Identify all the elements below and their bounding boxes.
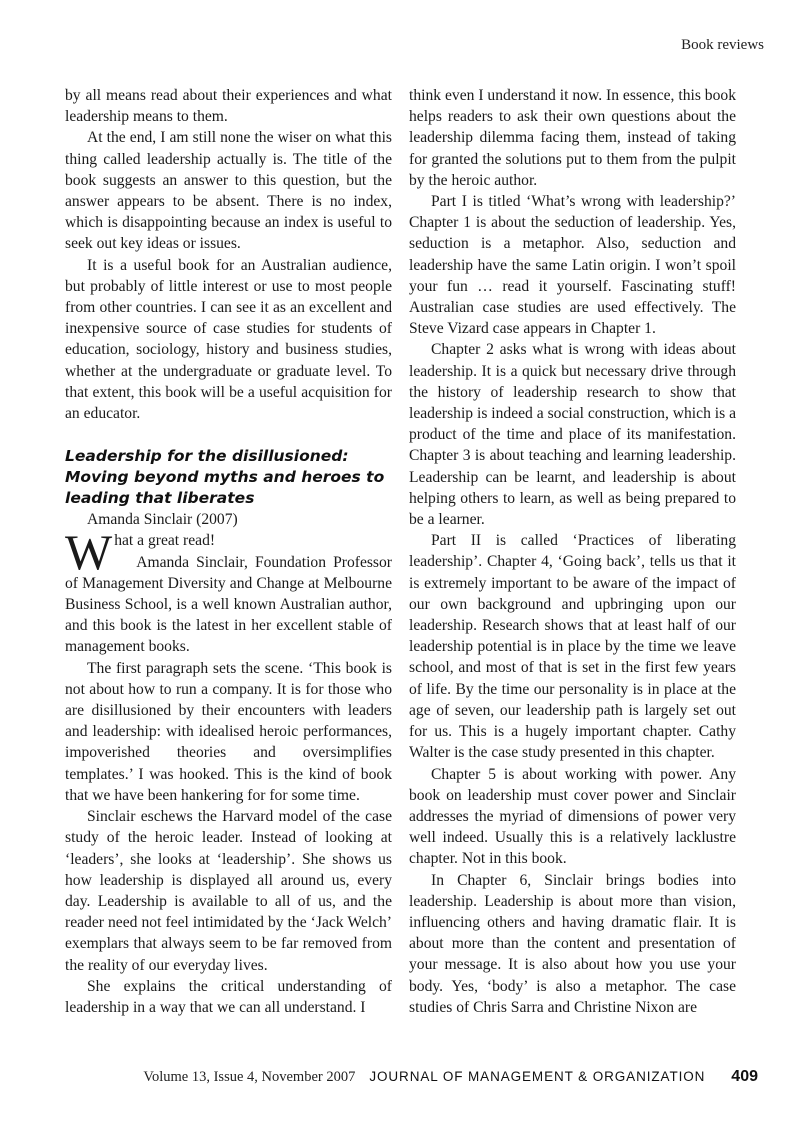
volume-info: Volume 13, Issue 4, November 2007 [143, 1069, 356, 1085]
page-footer [143, 1068, 758, 1086]
paragraph: At the end, I am still none the wiser on what this thing called leadership actually is. The title of the book suggests an answer to this question, but the answer appears to be absent. There is no index, which is disappointing because an index is useful to seek out key ideas or issues. [65, 129, 392, 253]
running-head: Book reviews [681, 37, 764, 53]
paragraph: Sinclair eschews the Harvard model of the case study of the heroic leader. Instead of looking at ‘leaders’, she looks at ‘leadership’. She shows us how leadership is displayed all around us, every day. Leadership is available to all of us, and the reader need not feel intimidated by the ‘Jack Welch’ exemplars that always seem to be far removed from the reality of our everyday lives. [65, 808, 392, 974]
paragraph: It is a useful book for an Australian audience, but probably of little interest or use to most people from other countries. I can see it as an excellent and inexpensive source of case studies for students of education, sociology, history and business studies, whether at the undergraduate or graduate level. To that extent, this book will be a useful acquisition for an educator. [65, 256, 392, 423]
paragraph: Chapter 5 is about working with power. Any book on leadership must cover power and Sinclair addresses the myriad of dimensions of power very well indeed. Usually this is a relatively lacklustre chapter. Not in this book. [409, 765, 736, 868]
paragraph: She explains the critical understanding of leadership in a way that we can all understand. I [65, 977, 392, 1016]
paragraph: The first paragraph sets the scene. ‘This book is not about how to run a company. It is for those who are disillusioned by their encounters with leaders and leadership: with idealised heroic performances, impoverished theories and oversimplifies templates.’ I was hooked. This is the kind of book that we have been hankering for for some time. [65, 659, 392, 804]
review-title: Leadership for the disillusioned: Moving beyond myths and heroes to leading that liberates [65, 447, 385, 508]
paragraph: Part I is titled ‘What’s wrong with leadership?’ Chapter 1 is about the seduction of leadership. Yes, seduction is a metaphor. Also, seduction and leadership have the same Latin origin. I won’t spoil your fun … read it yourself. Fascinating stuff! Australian case studies are used effectively. The Steve Vizard case appears in Chapter 1. [409, 193, 736, 338]
left-column [65, 85, 392, 1018]
right-column [409, 85, 736, 1018]
journal-name: JOURNAL OF MANAGEMENT & ORGANIZATION [369, 1069, 706, 1084]
paragraph: Chapter 2 asks what is wrong with ideas about leadership. It is a quick but necessary drive through the history of leadership research to show that leadership is indeed a social construction, which is a product of the time and place of its manifestation. Chapter 3 is about teaching and learning leadership. Leadership can be learnt, and leadership is about helping others to learn, as well as being prepared to be a learner. [409, 341, 736, 529]
opening-line: hat a great read! [114, 532, 216, 550]
drop-cap: W [65, 524, 113, 581]
paragraph: In Chapter 6, Sinclair brings bodies into leadership. Leadership is about more than vision, influencing others and having dramatic flair. It is about more than the content and presentation of your message. It is also about how you use your body. Yes, ‘body’ is also a metaphor. The case studies of Chris Sarra and Christine Nixon are [409, 871, 736, 1016]
paragraph: by all means read about their experiences and what leadership means to them. [65, 87, 392, 126]
paragraph: think even I understand it now. In essence, this book helps readers to ask their own questions about the leadership dilemma facing them, instead of taking for granted the solutions put to them from the pulpit by the heroic author. [409, 87, 736, 189]
review-opening [65, 524, 392, 581]
paragraph: Part II is called ‘Practices of liberating leadership’. Chapter 4, ‘Going back’, tells us that it is extremely important to be aware of the impact of our own background and upbringing upon our leadership. Research shows that at least half of our leadership potential is in place by the time we leave school, and most of that is set in the first few years of life. By the time our personality is in place at the age of seven, our leadership path is largely set out for us. This is a hugely important chapter. Cathy Walter is the case study presented in this chapter. [409, 532, 736, 762]
review-author: Amanda Sinclair (2007) [87, 511, 238, 529]
page-number: 409 [731, 1068, 758, 1085]
review-heading [65, 446, 392, 530]
paragraph: Amanda Sinclair, Foundation Professor of Management Diversity and Change at Melbourne Business School, is a well known Australian author, and this book is the latest in her excellent stable of management books. [65, 553, 392, 656]
